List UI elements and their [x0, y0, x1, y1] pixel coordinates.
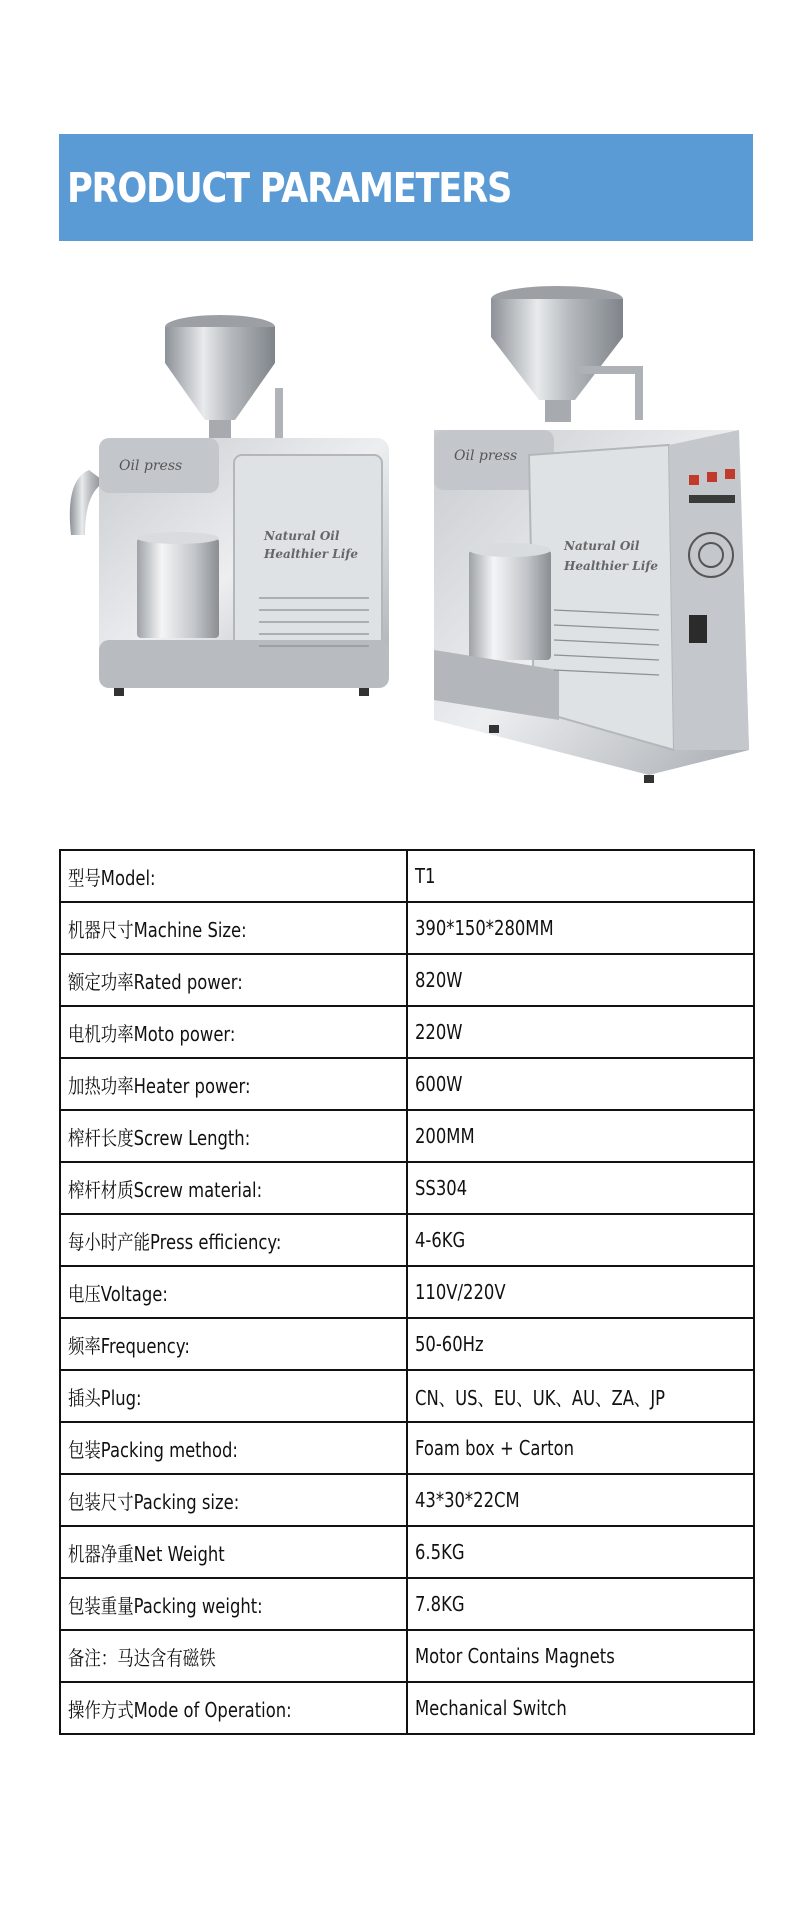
parameter-value: 820W [415, 968, 463, 992]
table-row [60, 1630, 754, 1682]
parameter-label: 电机功率Moto power: [68, 1021, 236, 1046]
table-row [60, 1526, 754, 1578]
parameter-value-cell [407, 1578, 754, 1630]
parameter-value: 43*30*22CM [415, 1488, 520, 1512]
parameter-label-cell [60, 1370, 407, 1422]
parameter-value-cell [407, 902, 754, 954]
table-row [60, 1474, 754, 1526]
right-slogan-line1: Natural Oil [564, 539, 640, 553]
table-row [60, 1266, 754, 1318]
parameter-label-cell [60, 954, 407, 1006]
parameter-label-cell [60, 1006, 407, 1058]
parameter-value-cell [407, 954, 754, 1006]
parameter-label-cell [60, 1318, 407, 1370]
parameter-label: 包装尺寸Packing size: [68, 1489, 240, 1514]
parameter-label-cell [60, 1214, 407, 1266]
left-brand-label: Oil press [119, 458, 183, 474]
parameter-label: 每小时产能Press efficiency: [68, 1229, 282, 1254]
table-row [60, 1318, 754, 1370]
table-row [60, 1162, 754, 1214]
parameter-value-cell [407, 1058, 754, 1110]
parameter-value: Foam box + Carton [415, 1436, 575, 1460]
table-row [60, 850, 754, 902]
parameter-label: 操作方式Mode of Operation: [68, 1697, 292, 1722]
parameter-value: SS304 [415, 1176, 468, 1200]
parameter-label: 机器尺寸Machine Size: [68, 917, 247, 942]
parameter-label-cell [60, 1162, 407, 1214]
right-slogan-line2: Healthier Life [564, 559, 659, 573]
parameter-value: CN、US、EU、UK、AU、ZA、JP [415, 1385, 666, 1410]
parameter-value-cell [407, 850, 754, 902]
parameter-label-cell [60, 1526, 407, 1578]
parameter-label-cell [60, 1474, 407, 1526]
parameter-label-cell [60, 1058, 407, 1110]
parameter-value: T1 [415, 864, 436, 888]
left-slogan-line2: Healthier Life [264, 547, 359, 561]
parameter-label: 包装重量Packing weight: [68, 1593, 263, 1618]
product-photos [59, 280, 753, 800]
parameter-value: 600W [415, 1072, 463, 1096]
parameter-label: 电压Voltage: [68, 1281, 168, 1306]
parameter-value-cell [407, 1162, 754, 1214]
parameter-value-cell [407, 1474, 754, 1526]
parameter-value: 50-60Hz [415, 1332, 484, 1356]
header-banner [59, 134, 753, 241]
parameter-value: 390*150*280MM [415, 916, 554, 940]
product-image-left [70, 315, 389, 696]
left-slogan-line1: Natural Oil [264, 529, 340, 543]
parameter-label: 备注：马达含有磁铁 [68, 1645, 216, 1670]
parameter-value-cell [407, 1526, 754, 1578]
parameter-label-cell [60, 1422, 407, 1474]
parameter-label: 额定功率Rated power: [68, 969, 243, 994]
table-row [60, 1578, 754, 1630]
parameter-label-cell [60, 1682, 407, 1734]
parameter-value-cell [407, 1266, 754, 1318]
parameter-value-cell [407, 1630, 754, 1682]
parameter-label: 频率Frequency: [68, 1333, 190, 1358]
parameter-value: 220W [415, 1020, 463, 1044]
parameter-value-cell [407, 1214, 754, 1266]
table-row [60, 1058, 754, 1110]
parameter-value-cell [407, 1370, 754, 1422]
parameter-value-cell [407, 1318, 754, 1370]
table-row [60, 954, 754, 1006]
parameter-label-cell [60, 1578, 407, 1630]
table-row [60, 1006, 754, 1058]
table-row [60, 1682, 754, 1734]
parameter-value: Motor Contains Magnets [415, 1644, 615, 1668]
parameter-label-cell [60, 1110, 407, 1162]
parameter-label: 包装Packing method: [68, 1437, 238, 1462]
parameters-table [59, 849, 755, 1735]
parameter-label-cell [60, 850, 407, 902]
parameter-label-cell [60, 902, 407, 954]
table-row [60, 1110, 754, 1162]
parameter-label: 榨杆长度Screw Length: [68, 1125, 251, 1150]
parameter-value: 7.8KG [415, 1592, 465, 1616]
parameter-label: 插头Plug: [68, 1385, 142, 1410]
parameter-value: 6.5KG [415, 1540, 465, 1564]
table-row [60, 1214, 754, 1266]
parameter-label: 加热功率Heater power: [68, 1073, 251, 1098]
parameter-label: 榨杆材质Screw material: [68, 1177, 263, 1202]
parameter-value: 110V/220V [415, 1280, 506, 1304]
parameter-value-cell [407, 1110, 754, 1162]
parameter-label-cell [60, 1266, 407, 1318]
parameters-table-body [60, 850, 754, 1734]
parameter-value-cell [407, 1682, 754, 1734]
parameter-value: 4-6KG [415, 1228, 466, 1252]
page-title: PRODUCT PARAMETERS [67, 163, 512, 212]
table-row [60, 902, 754, 954]
parameter-value-cell [407, 1422, 754, 1474]
table-row [60, 1422, 754, 1474]
parameter-value-cell [407, 1006, 754, 1058]
parameter-label: 型号Model: [68, 865, 156, 890]
right-brand-label: Oil press [454, 448, 518, 464]
table-row [60, 1370, 754, 1422]
parameter-value: Mechanical Switch [415, 1696, 567, 1720]
parameter-value: 200MM [415, 1124, 475, 1148]
parameter-label-cell [60, 1630, 407, 1682]
parameter-label: 机器净重Net Weight [68, 1541, 225, 1566]
product-image-right [434, 286, 749, 783]
